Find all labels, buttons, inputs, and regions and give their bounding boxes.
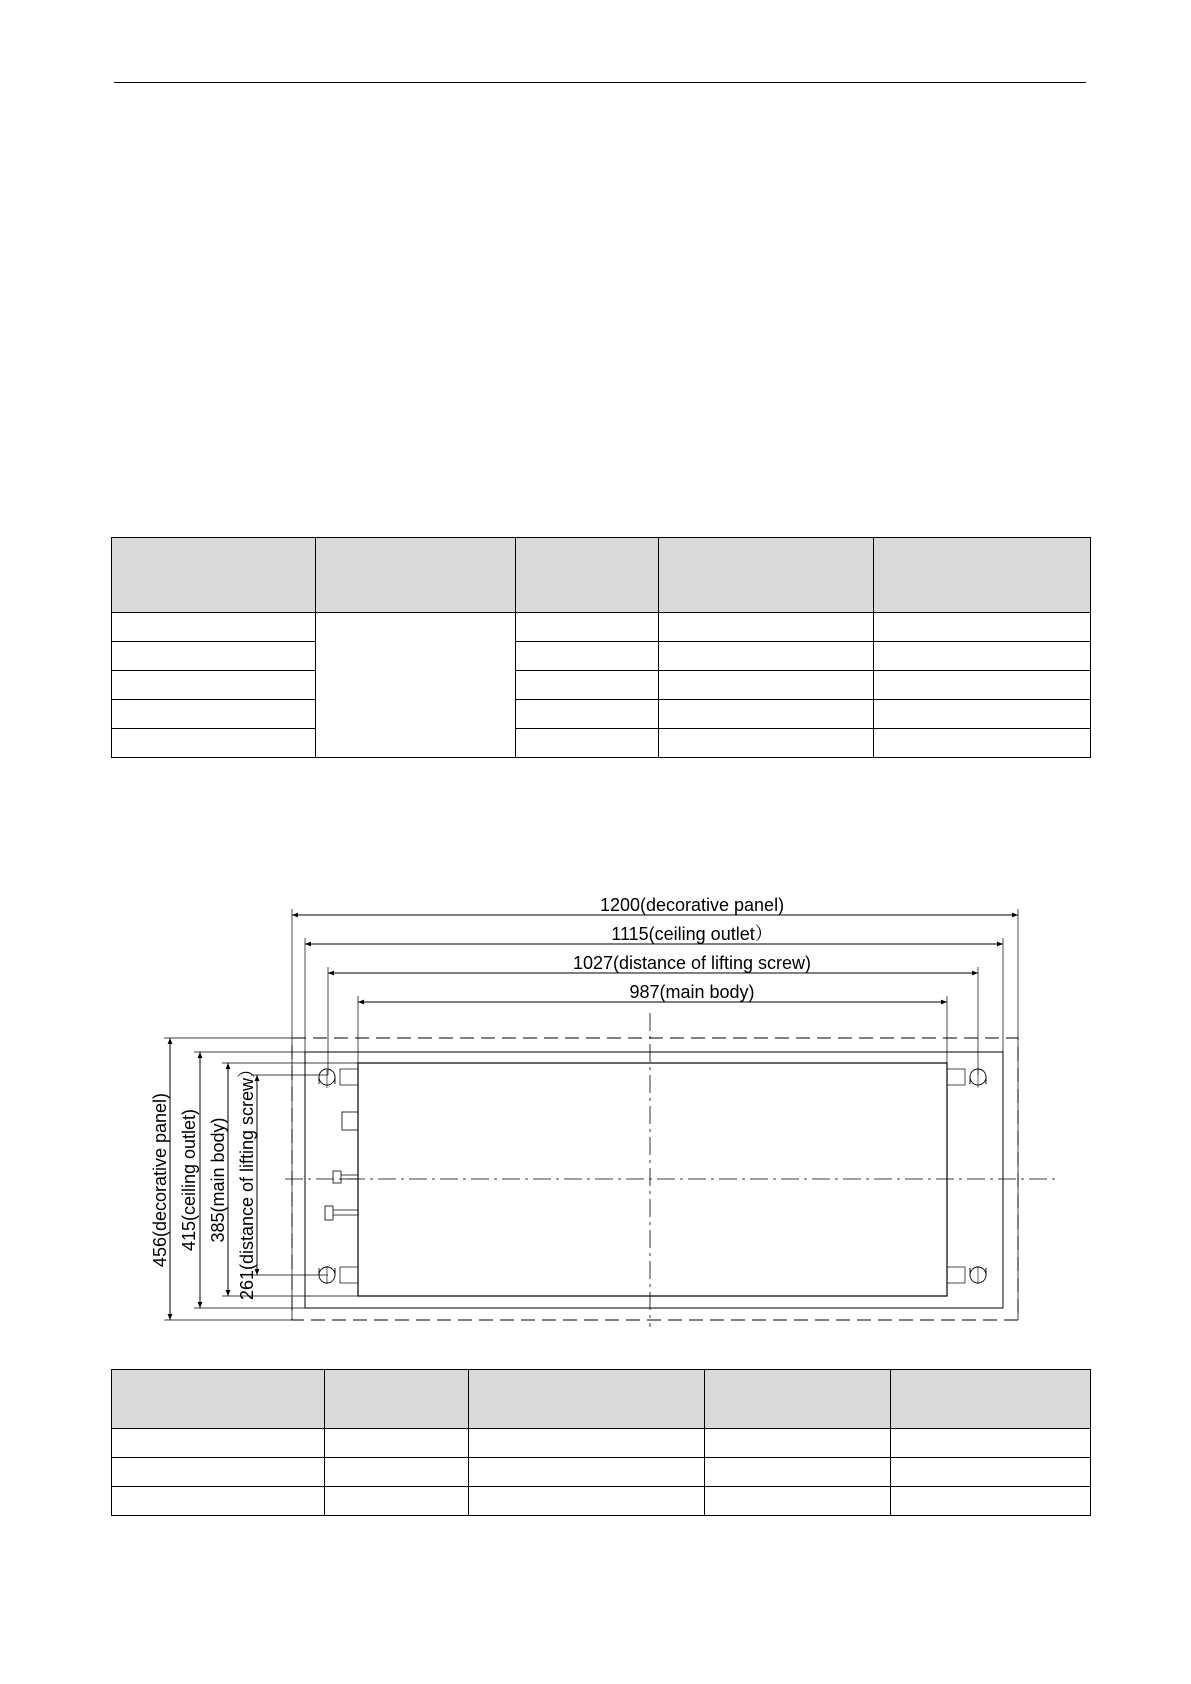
dim-label-main-body-width: 987(main body) [629,982,755,1002]
table-cell [516,642,659,671]
table-cell [516,700,659,729]
table-cell [874,613,1091,642]
table-cell [325,1487,469,1516]
table-row [112,700,1091,729]
table-row [112,642,1091,671]
table-cell [112,729,316,758]
table-cell [659,700,874,729]
spec-table-1 [111,537,1091,758]
table-cell [891,1487,1091,1516]
table-header-cell [316,538,516,613]
dim-label-lifting-screw-height: 261(distance of lifting screw） [237,1059,257,1301]
electric-box-icon [342,1112,358,1130]
table-row [112,729,1091,758]
table-cell [112,642,316,671]
table-header-cell [112,538,316,613]
table-cell [112,700,316,729]
dim-label-decorative-panel-height: 456(decorative panel) [150,1092,170,1268]
table-cell [891,1458,1091,1487]
table-cell [325,1429,469,1458]
table-cell [659,729,874,758]
table-cell [112,671,316,700]
table-row [112,1458,1091,1487]
table-cell [112,1487,325,1516]
pipe-connector-lower [325,1206,358,1220]
table-cell [112,1429,325,1458]
ceiling-outlet-outline [305,1052,1003,1308]
table-cell [516,613,659,642]
table-cell [659,671,874,700]
table-header-cell [516,538,659,613]
table-header-cell [325,1370,469,1429]
dimension-drawing [140,885,1060,1345]
table-header-row [112,1370,1091,1429]
dim-label-decorative-panel-width: 1200(decorative panel) [599,895,785,915]
dim-label-ceiling-outlet-width: 1115(ceiling outlet） [611,924,773,944]
table-header-cell [469,1370,705,1429]
lifting-bracket-top-left [319,1069,358,1088]
table-cell [874,642,1091,671]
table-header-cell [891,1370,1091,1429]
lifting-bracket-bottom-right [947,1266,986,1284]
table-cell [874,671,1091,700]
table-row [112,1487,1091,1516]
dim-label-main-body-height: 385(main body) [208,1117,228,1243]
table-header-cell [659,538,874,613]
dim-label-lifting-screw-width: 1027(distance of lifting screw) [572,953,812,973]
table-row [112,1429,1091,1458]
table-cell [705,1487,891,1516]
table-header-cell [874,538,1091,613]
table-cell [659,613,874,642]
table-cell [705,1458,891,1487]
table-header-cell [112,1370,325,1429]
pipe-connector-upper [333,1171,358,1183]
table-cell [705,1429,891,1458]
width-dimensions [292,895,1018,1320]
table-cell [516,729,659,758]
table-merged-cell [316,613,516,758]
table-cell [659,642,874,671]
table-cell [891,1429,1091,1458]
table-cell [469,1429,705,1458]
table-row [112,613,1091,642]
table-cell [112,613,316,642]
table-header-cell [705,1370,891,1429]
table-cell [112,1458,325,1487]
header-rule [114,82,1086,83]
dim-label-ceiling-outlet-height: 415(ceiling outlet) [179,1108,199,1252]
spec-table-2 [111,1369,1091,1516]
table-cell [516,671,659,700]
table-row [112,671,1091,700]
lifting-bracket-top-right [947,1069,986,1088]
table-cell [469,1487,705,1516]
table-cell [325,1458,469,1487]
table-cell [874,700,1091,729]
table-cell [469,1458,705,1487]
main-body-outline [358,1063,947,1296]
table-header-row [112,538,1091,613]
table-cell [874,729,1091,758]
